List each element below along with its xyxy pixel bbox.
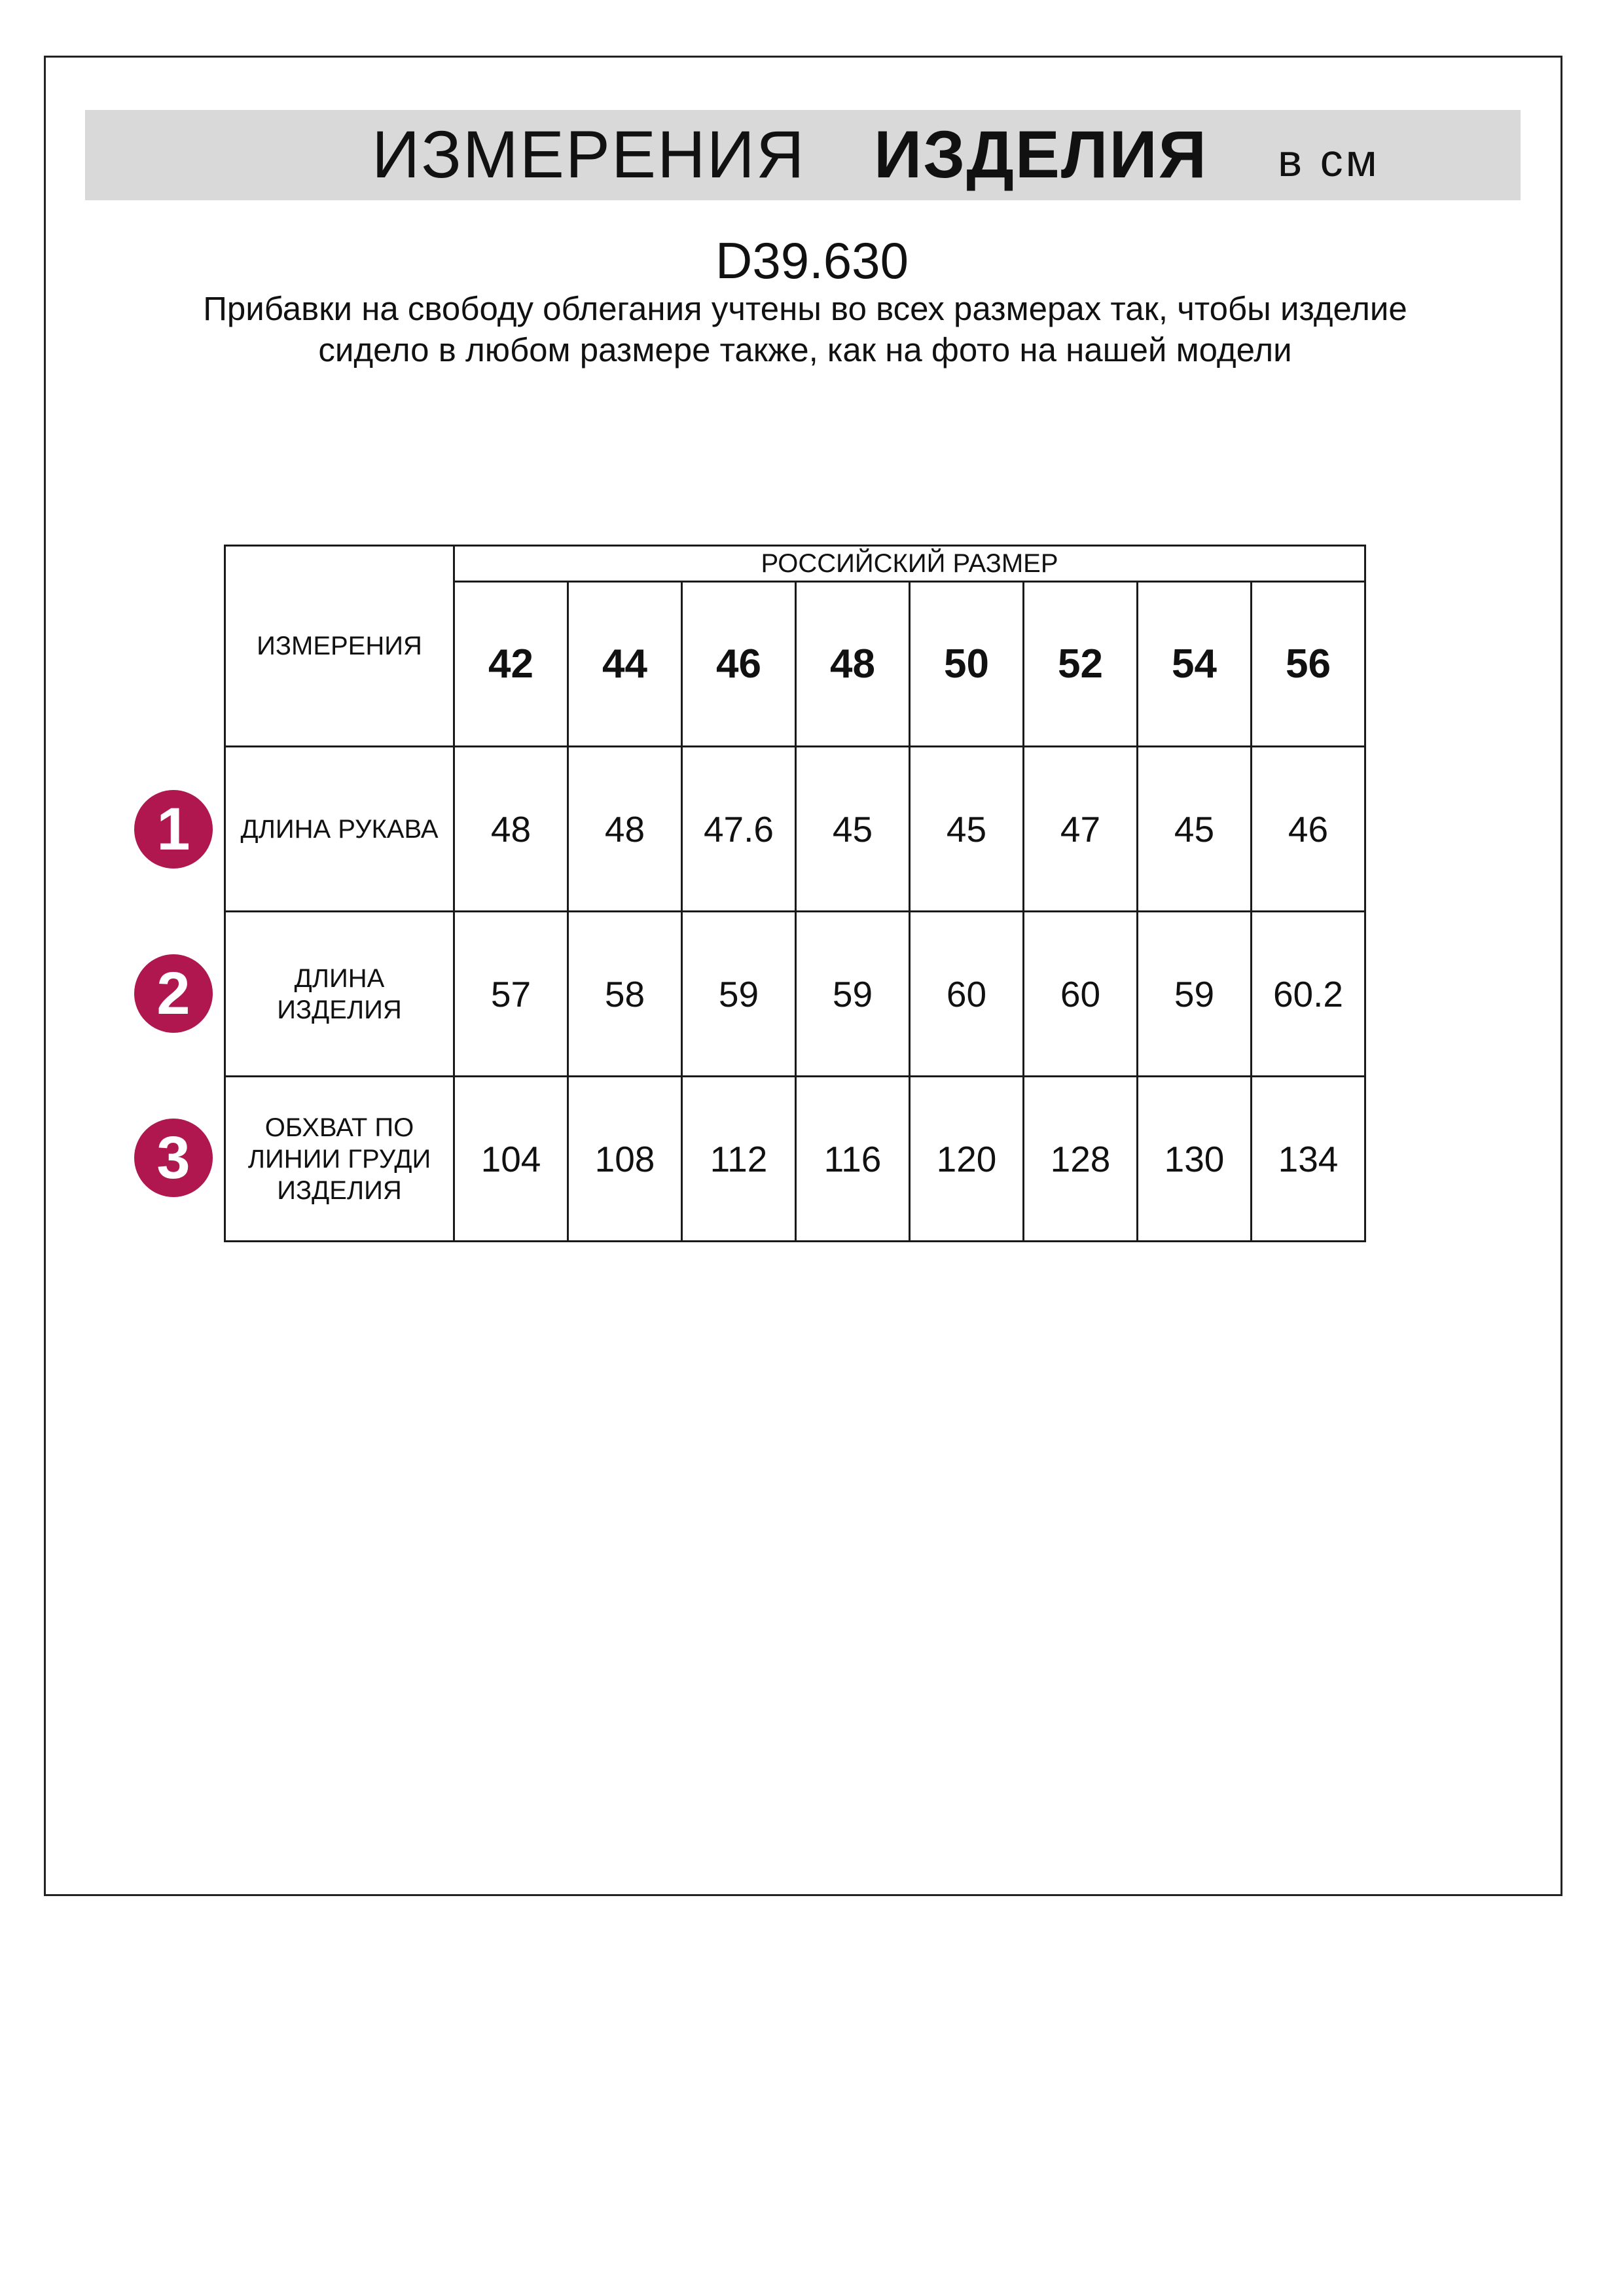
- value-cell: 60.2: [1252, 912, 1365, 1077]
- row-label: [225, 1077, 454, 1242]
- table-row: [225, 1077, 1365, 1242]
- row-number-badge: 3: [134, 1119, 213, 1197]
- value-cell: 104: [454, 1077, 568, 1242]
- size-header: 50: [910, 582, 1024, 747]
- value-cell: 60: [1024, 912, 1138, 1077]
- value-cell: 48: [568, 747, 682, 912]
- value-cell: 134: [1252, 1077, 1365, 1242]
- value-cell: 60: [910, 912, 1024, 1077]
- size-header: 48: [796, 582, 910, 747]
- row-label-line: ИЗДЕЛИЯ: [277, 995, 402, 1024]
- row-number-badge: 2: [134, 954, 213, 1033]
- row-number-badge: 1: [134, 790, 213, 869]
- row-label-line: ДЛИНА: [294, 963, 385, 993]
- title-unit: в см: [1278, 135, 1380, 186]
- title-bold: ИЗДЕЛИЯ: [874, 117, 1208, 192]
- value-cell: 59: [682, 912, 796, 1077]
- table-row: [225, 912, 1365, 1077]
- value-cell: 45: [910, 747, 1024, 912]
- value-cell: 48: [454, 747, 568, 912]
- value-cell: 59: [1138, 912, 1252, 1077]
- fit-note: Прибавки на свободу облегания учтены во всех размерах так, чтобы изделие сидело в любом размере также, как на фото на нашей модели: [203, 290, 1407, 368]
- size-header: 52: [1024, 582, 1138, 747]
- table-row: [225, 747, 1365, 912]
- value-cell: 128: [1024, 1077, 1138, 1242]
- row-label: [225, 912, 454, 1077]
- value-cell: 47.6: [682, 747, 796, 912]
- row-label-line: ОБХВАТ ПО: [264, 1113, 414, 1142]
- size-table: [224, 545, 1366, 1242]
- row-label-line: ИЗДЕЛИЯ: [277, 1175, 402, 1205]
- size-header: 42: [454, 582, 568, 747]
- value-cell: 116: [796, 1077, 910, 1242]
- size-header: 46: [682, 582, 796, 747]
- value-cell: 45: [796, 747, 910, 912]
- table-header-row: [225, 546, 1365, 582]
- value-cell: 112: [682, 1077, 796, 1242]
- row-label: [225, 747, 454, 912]
- value-cell: 57: [454, 912, 568, 1077]
- row-label-line: ЛИНИИ ГРУДИ: [247, 1144, 431, 1174]
- title-regular: ИЗМЕРЕНИЯ: [372, 117, 806, 192]
- size-header: 56: [1252, 582, 1365, 747]
- value-cell: 130: [1138, 1077, 1252, 1242]
- value-cell: 108: [568, 1077, 682, 1242]
- size-group-header: РОССИЙСКИЙ РАЗМЕР: [454, 546, 1365, 582]
- value-cell: 45: [1138, 747, 1252, 912]
- size-header: 54: [1138, 582, 1252, 747]
- value-cell: 47: [1024, 747, 1138, 912]
- value-cell: 59: [796, 912, 910, 1077]
- value-cell: 58: [568, 912, 682, 1077]
- measurements-header: ИЗМЕРЕНИЯ: [225, 546, 454, 747]
- article-code: D39.630: [715, 232, 909, 289]
- value-cell: 120: [910, 1077, 1024, 1242]
- value-cell: 46: [1252, 747, 1365, 912]
- row-label-line: ДЛИНА РУКАВА: [240, 814, 439, 844]
- size-header: 44: [568, 582, 682, 747]
